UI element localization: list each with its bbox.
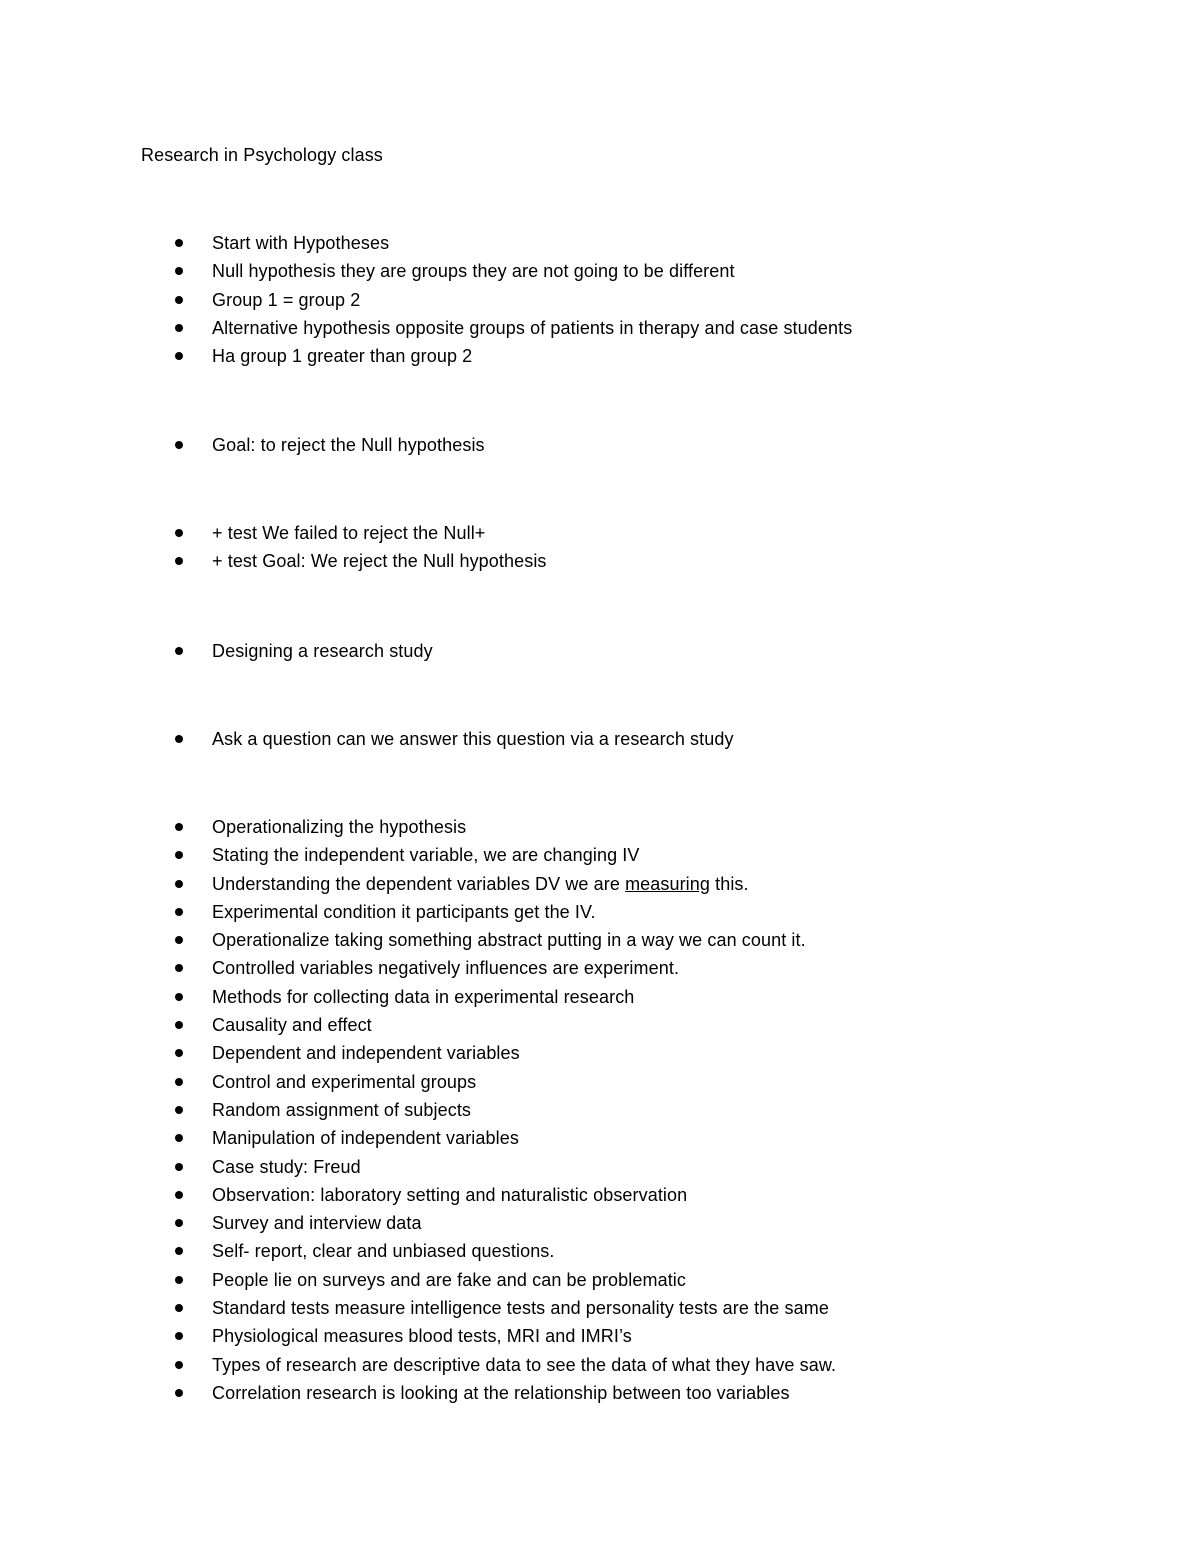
- bullet-point-icon: [175, 1021, 183, 1029]
- bullet-text: Experimental condition it participants get the IV.: [212, 901, 596, 922]
- bullet-text: Start with Hypotheses: [212, 233, 390, 253]
- bullet-text: People lie on surveys and are fake and can be problematic: [212, 1269, 686, 1290]
- bullet-text: [212, 872, 749, 896]
- bullet-point-icon: [175, 1247, 183, 1255]
- bullet-point-icon: [175, 1163, 183, 1171]
- bullet-text: Self- report, clear and unbiased questions.: [212, 1241, 555, 1262]
- bullet-text: Case study: Freud: [212, 1156, 361, 1177]
- bullet-point-icon: [175, 557, 183, 565]
- bullet-text: Dependent and independent variables: [212, 1043, 520, 1064]
- bullet-text: Manipulation of independent variables: [212, 1128, 519, 1149]
- bullet-point-icon: [175, 1191, 183, 1199]
- bullet-point-icon: [175, 880, 183, 888]
- bullet-text: Physiological measures blood tests, MRI and IMRI’s: [212, 1326, 632, 1347]
- bullet-text: + test We failed to reject the Null+: [212, 523, 486, 543]
- bullet-point-icon: [175, 735, 183, 743]
- bullet-point-icon: [175, 823, 183, 831]
- bullet-point-icon: [175, 1219, 183, 1227]
- bullet-point-icon: [175, 441, 183, 449]
- document-title: Research in Psychology class: [141, 145, 383, 165]
- bullet-text-segment: this.: [710, 873, 749, 894]
- bullet-text-segment: Understanding the dependent variables DV we are: [212, 873, 626, 894]
- bullet-text: Designing a research study: [212, 641, 433, 661]
- bullet-text: Group 1 = group 2: [212, 289, 361, 310]
- bullet-point-icon: [175, 851, 183, 859]
- bullet-point-icon: [175, 296, 183, 304]
- bullet-text: Ask a question can we answer this question via a research study: [212, 729, 734, 749]
- bullet-point-icon: [175, 267, 183, 275]
- bullet-text: Survey and interview data: [212, 1213, 422, 1234]
- bullet-text: + test Goal: We reject the Null hypothesis: [212, 551, 547, 572]
- bullet-point-icon: [175, 964, 183, 972]
- underlined-word: measuring: [625, 873, 711, 894]
- bullet-point-icon: [175, 1304, 183, 1312]
- bullet-text: Operationalizing the hypothesis: [212, 817, 467, 837]
- bullet-point-icon: [175, 993, 183, 1001]
- bullet-point-icon: [175, 908, 183, 916]
- bullet-point-icon: [175, 1078, 183, 1086]
- bullet-text: Causality and effect: [212, 1015, 372, 1036]
- bullet-text: Control and experimental groups: [212, 1071, 477, 1092]
- bullet-point-icon: [175, 1389, 183, 1397]
- bullet-point-icon: [175, 352, 183, 360]
- bullet-text: Random assignment of subjects: [212, 1099, 472, 1120]
- bullet-point-icon: [175, 239, 183, 247]
- bullet-point-icon: [175, 1276, 183, 1284]
- bullet-point-icon: [175, 1332, 183, 1340]
- bullet-text: Controlled variables negatively influences are experiment.: [212, 958, 680, 979]
- bullet-text: Types of research are descriptive data to see the data of what they have saw.: [212, 1354, 837, 1375]
- bullet-text: Operationalize taking something abstract putting in a way we can count it.: [212, 930, 806, 951]
- bullet-text: Ha group 1 greater than group 2: [212, 346, 473, 367]
- bullet-point-icon: [175, 1049, 183, 1057]
- bullet-point-icon: [175, 1361, 183, 1369]
- bullet-point-icon: [175, 936, 183, 944]
- bullet-text: Null hypothesis they are groups they are not going to be different: [212, 261, 735, 282]
- bullet-text: Observation: laboratory setting and naturalistic observation: [212, 1184, 688, 1205]
- bullet-point-icon: [175, 324, 183, 332]
- bullet-point-icon: [175, 1106, 183, 1114]
- bullet-text: Standard tests measure intelligence tests and personality tests are the same: [212, 1298, 829, 1319]
- bullet-text: Correlation research is looking at the relationship between too variables: [212, 1382, 790, 1403]
- bullet-text: Alternative hypothesis opposite groups of patients in therapy and case students: [212, 317, 853, 338]
- bullet-point-icon: [175, 1134, 183, 1142]
- bullet-text: Goal: to reject the Null hypothesis: [212, 435, 485, 455]
- bullet-text: Stating the independent variable, we are changing IV: [212, 845, 640, 866]
- bullet-point-icon: [175, 529, 183, 537]
- bullet-point-icon: [175, 647, 183, 655]
- bullet-text: Methods for collecting data in experimental research: [212, 986, 635, 1007]
